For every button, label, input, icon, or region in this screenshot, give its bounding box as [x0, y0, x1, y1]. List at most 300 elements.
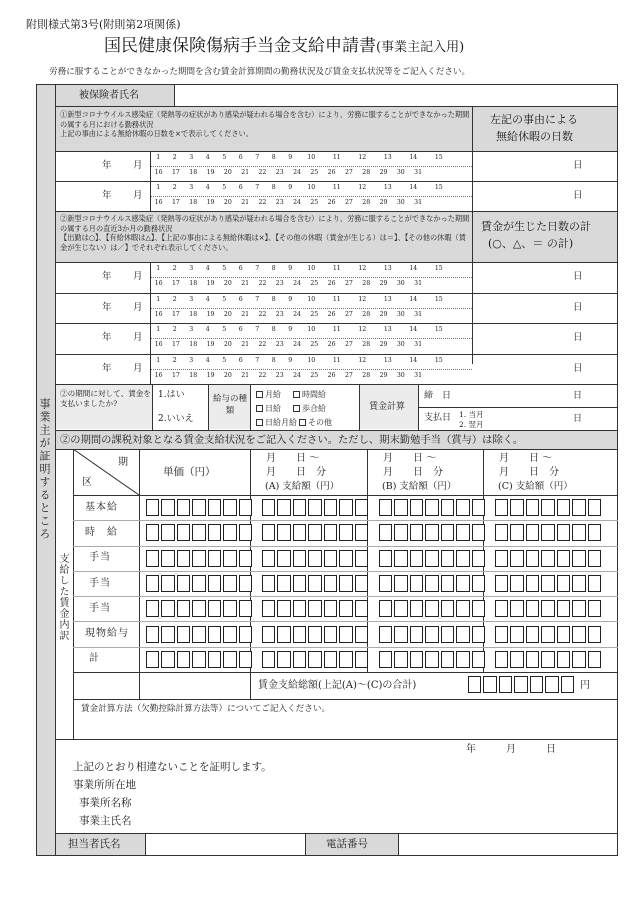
digit-box[interactable] [223, 550, 236, 567]
digit-box[interactable] [324, 626, 337, 643]
day-number[interactable]: 8 [271, 184, 276, 191]
digit-box[interactable] [526, 600, 539, 617]
day-number[interactable]: 14 [409, 154, 418, 161]
digit-box[interactable] [223, 600, 236, 617]
day-number[interactable]: 31 [414, 199, 423, 206]
digit-box[interactable] [161, 550, 174, 567]
day-number[interactable]: 25 [310, 310, 319, 318]
digit-box[interactable] [161, 651, 174, 668]
day-number[interactable]: 26 [327, 199, 336, 206]
digit-box[interactable] [557, 499, 570, 516]
amount-c-boxes[interactable] [495, 651, 603, 668]
unit-price-boxes[interactable] [146, 600, 254, 617]
day-number[interactable]: 1 [156, 295, 161, 303]
digit-box[interactable] [526, 524, 539, 541]
day-number[interactable]: 11 [332, 356, 341, 364]
digit-box[interactable] [572, 499, 585, 516]
day-number[interactable]: 26 [327, 280, 336, 288]
digit-box[interactable] [526, 626, 539, 643]
digit-box[interactable] [293, 550, 306, 567]
digit-box[interactable] [339, 651, 352, 668]
day-number[interactable]: 21 [241, 341, 250, 349]
amount-c-boxes[interactable] [495, 600, 603, 617]
day-number[interactable]: 29 [379, 169, 388, 176]
amount-a-boxes[interactable] [262, 600, 370, 617]
day-number[interactable]: 5 [222, 265, 227, 272]
amount-a-boxes[interactable] [262, 499, 370, 516]
digit-box[interactable] [161, 575, 174, 592]
day-number[interactable]: 23 [275, 341, 284, 349]
digit-box[interactable] [572, 524, 585, 541]
day-number[interactable]: 10 [307, 154, 316, 161]
digit-box[interactable] [277, 499, 290, 516]
day-number[interactable]: 26 [327, 169, 336, 176]
digit-box[interactable] [262, 550, 275, 567]
day-number[interactable]: 7 [255, 154, 260, 161]
digit-box[interactable] [339, 575, 352, 592]
digit-box[interactable] [410, 499, 423, 516]
day-number[interactable]: 25 [310, 371, 319, 379]
day-number[interactable]: 27 [344, 280, 353, 288]
amount-a-boxes[interactable] [262, 575, 370, 592]
day-number[interactable]: 6 [238, 326, 243, 333]
day-number[interactable]: 14 [409, 295, 418, 303]
digit-box[interactable] [526, 575, 539, 592]
amount-a-boxes[interactable] [262, 626, 370, 643]
day-number[interactable]: 10 [307, 184, 316, 191]
digit-box[interactable] [425, 550, 438, 567]
digit-box[interactable] [239, 626, 252, 643]
digit-box[interactable] [441, 550, 454, 567]
digit-box[interactable] [293, 575, 306, 592]
day-number[interactable]: 2 [172, 184, 177, 191]
day-number[interactable]: 16 [154, 310, 163, 318]
day-number[interactable]: 12 [358, 326, 367, 333]
digit-box[interactable] [379, 524, 392, 541]
day-number[interactable]: 17 [172, 199, 180, 206]
amount-c-boxes[interactable] [495, 626, 603, 643]
digit-box[interactable] [223, 575, 236, 592]
digit-box[interactable] [410, 524, 423, 541]
day-number[interactable]: 14 [409, 356, 418, 364]
digit-box[interactable] [410, 550, 423, 567]
digit-box[interactable] [146, 600, 159, 617]
day-number[interactable]: 19 [206, 310, 215, 318]
day-number[interactable]: 2 [172, 265, 177, 272]
digit-box[interactable] [425, 600, 438, 617]
day-number[interactable]: 29 [379, 199, 388, 206]
day-number[interactable]: 29 [379, 280, 388, 288]
day-number[interactable]: 4 [205, 326, 210, 333]
unit-price-boxes[interactable] [146, 550, 254, 567]
digit-box[interactable] [262, 524, 275, 541]
digit-box[interactable] [394, 550, 407, 567]
digit-box[interactable] [293, 524, 306, 541]
digit-box[interactable] [456, 651, 469, 668]
day-number[interactable]: 30 [396, 341, 405, 349]
day-number[interactable]: 27 [344, 199, 353, 206]
digit-box[interactable] [308, 651, 321, 668]
digit-box[interactable] [472, 575, 485, 592]
day-number[interactable]: 30 [396, 199, 405, 206]
day-number[interactable]: 9 [288, 184, 293, 191]
day-number[interactable]: 21 [241, 310, 250, 318]
day-number[interactable]: 1 [156, 154, 161, 161]
digit-box[interactable] [308, 626, 321, 643]
digit-box[interactable] [324, 651, 337, 668]
day-number[interactable]: 7 [255, 356, 260, 364]
day-number[interactable]: 14 [409, 326, 418, 333]
digit-box[interactable] [146, 524, 159, 541]
digit-box[interactable] [456, 550, 469, 567]
day-number[interactable]: 25 [310, 169, 319, 176]
digit-box[interactable] [557, 626, 570, 643]
digit-box[interactable] [192, 651, 205, 668]
day-number[interactable]: 25 [310, 280, 319, 288]
day-number[interactable]: 25 [310, 199, 319, 206]
digit-box[interactable] [308, 600, 321, 617]
unit-price-boxes[interactable] [146, 524, 254, 541]
amount-a-boxes[interactable] [262, 651, 370, 668]
digit-box[interactable] [557, 651, 570, 668]
day-number[interactable]: 7 [255, 184, 260, 191]
day-number[interactable]: 3 [189, 184, 194, 191]
digit-box[interactable] [146, 626, 159, 643]
option-other[interactable]: その他 [299, 418, 332, 427]
day-number[interactable]: 9 [288, 265, 293, 272]
day-number[interactable]: 20 [223, 199, 232, 206]
digit-box[interactable] [425, 499, 438, 516]
digit-box[interactable] [324, 575, 337, 592]
digit-box[interactable] [510, 499, 523, 516]
digit-box[interactable] [308, 575, 321, 592]
day-number[interactable]: 19 [206, 199, 215, 206]
digit-box[interactable] [146, 575, 159, 592]
digit-box[interactable] [541, 550, 554, 567]
digit-box[interactable] [177, 550, 190, 567]
digit-box[interactable] [177, 499, 190, 516]
phone-field[interactable] [399, 834, 617, 855]
day-number[interactable]: 3 [189, 295, 194, 303]
day-number[interactable]: 28 [362, 280, 371, 288]
digit-box[interactable] [192, 575, 205, 592]
digit-box[interactable] [572, 575, 585, 592]
day-number[interactable]: 9 [288, 154, 293, 161]
digit-box[interactable] [588, 651, 601, 668]
digit-box[interactable] [379, 626, 392, 643]
digit-box[interactable] [208, 575, 221, 592]
day-number[interactable]: 28 [362, 199, 371, 206]
day-number[interactable]: 19 [206, 371, 215, 379]
digit-box[interactable] [425, 524, 438, 541]
day-number[interactable]: 15 [434, 265, 443, 272]
day-number[interactable]: 4 [205, 184, 210, 191]
option-daily-monthly[interactable]: 日給月給 [256, 418, 297, 427]
day-number[interactable]: 5 [222, 154, 227, 161]
day-number[interactable]: 16 [154, 199, 163, 206]
day-number[interactable]: 12 [358, 265, 367, 272]
day-number[interactable]: 31 [414, 169, 423, 176]
digit-box[interactable] [495, 499, 508, 516]
digit-box[interactable] [339, 499, 352, 516]
day-number[interactable]: 21 [241, 169, 250, 176]
digit-box[interactable] [495, 524, 508, 541]
day-number[interactable]: 25 [310, 341, 319, 349]
digit-box[interactable] [339, 600, 352, 617]
digit-box[interactable] [277, 651, 290, 668]
day-number[interactable]: 30 [396, 310, 405, 318]
day-number[interactable]: 28 [362, 169, 371, 176]
day-number[interactable]: 23 [275, 199, 284, 206]
option-commission[interactable]: 歩合給 [293, 404, 326, 413]
digit-box[interactable] [262, 626, 275, 643]
days-count-field[interactable] [473, 293, 617, 324]
digit-box[interactable] [456, 499, 469, 516]
digit-box[interactable] [146, 651, 159, 668]
day-number[interactable]: 13 [383, 265, 392, 272]
digit-box[interactable] [277, 600, 290, 617]
digit-box[interactable] [541, 524, 554, 541]
day-number[interactable]: 20 [223, 310, 232, 318]
amount-b-boxes[interactable] [379, 651, 487, 668]
digit-box[interactable] [277, 524, 290, 541]
day-number[interactable]: 31 [414, 341, 423, 349]
digit-box[interactable] [324, 499, 337, 516]
amount-b-boxes[interactable] [379, 575, 487, 592]
digit-box[interactable] [394, 651, 407, 668]
payment-yes[interactable]: 1.はい [158, 390, 185, 400]
day-number[interactable]: 4 [205, 265, 210, 272]
digit-box[interactable] [161, 600, 174, 617]
digit-box[interactable] [324, 600, 337, 617]
digit-box[interactable] [456, 600, 469, 617]
digit-box[interactable] [262, 651, 275, 668]
digit-box[interactable] [339, 524, 352, 541]
day-number[interactable]: 18 [189, 169, 198, 176]
digit-box[interactable] [379, 575, 392, 592]
digit-box[interactable] [308, 550, 321, 567]
digit-box[interactable] [379, 550, 392, 567]
day-number[interactable]: 15 [434, 154, 443, 161]
day-number[interactable]: 8 [271, 326, 276, 333]
digit-box[interactable] [472, 651, 485, 668]
day-number[interactable]: 8 [271, 154, 276, 161]
digit-box[interactable] [192, 626, 205, 643]
day-number[interactable]: 5 [222, 326, 227, 333]
day-number[interactable]: 9 [288, 356, 293, 364]
day-number[interactable]: 6 [238, 184, 243, 191]
digit-box[interactable] [239, 651, 252, 668]
days-count-field[interactable] [473, 323, 617, 354]
day-number[interactable]: 1 [156, 326, 161, 333]
day-number[interactable]: 6 [238, 356, 243, 364]
digit-box[interactable] [557, 575, 570, 592]
day-number[interactable]: 7 [255, 295, 260, 303]
digit-box[interactable] [410, 651, 423, 668]
days-count-field[interactable] [473, 181, 617, 211]
digit-box[interactable] [441, 600, 454, 617]
digit-box[interactable] [262, 575, 275, 592]
digit-box[interactable] [161, 524, 174, 541]
day-number[interactable]: 14 [409, 265, 418, 272]
day-number[interactable]: 16 [154, 280, 163, 288]
digit-box[interactable] [355, 600, 368, 617]
digit-box[interactable] [355, 626, 368, 643]
day-number[interactable]: 23 [275, 371, 284, 379]
day-number[interactable]: 20 [223, 341, 232, 349]
digit-box[interactable] [239, 600, 252, 617]
digit-box[interactable] [355, 550, 368, 567]
days-count-field[interactable] [473, 151, 617, 181]
day-number[interactable]: 3 [189, 265, 194, 272]
digit-box[interactable] [355, 499, 368, 516]
digit-box[interactable] [277, 626, 290, 643]
day-number[interactable]: 22 [258, 371, 267, 379]
day-number[interactable]: 16 [154, 169, 163, 176]
days-count-field[interactable] [473, 262, 617, 293]
day-number[interactable]: 6 [238, 295, 243, 303]
digit-box[interactable] [379, 600, 392, 617]
day-number[interactable]: 2 [172, 295, 177, 303]
digit-box[interactable] [572, 600, 585, 617]
day-number[interactable]: 14 [409, 184, 418, 191]
day-number[interactable]: 2 [172, 154, 177, 161]
digit-box[interactable] [223, 626, 236, 643]
digit-box[interactable] [293, 626, 306, 643]
day-number[interactable]: 15 [434, 356, 443, 364]
amount-b-boxes[interactable] [379, 524, 487, 541]
day-number[interactable]: 3 [189, 326, 194, 333]
digit-box[interactable] [208, 626, 221, 643]
digit-box[interactable] [208, 524, 221, 541]
digit-box[interactable] [324, 524, 337, 541]
digit-box[interactable] [223, 651, 236, 668]
digit-box[interactable] [410, 600, 423, 617]
day-number[interactable]: 31 [414, 280, 423, 288]
day-number[interactable]: 17 [172, 280, 180, 288]
digit-box[interactable] [177, 575, 190, 592]
day-number[interactable]: 12 [358, 295, 367, 303]
day-number[interactable]: 17 [172, 310, 180, 318]
digit-box[interactable] [394, 626, 407, 643]
digit-box[interactable] [379, 651, 392, 668]
digit-box[interactable] [208, 651, 221, 668]
option-daily[interactable]: 日給 [256, 404, 281, 413]
day-number[interactable]: 2 [172, 326, 177, 333]
day-number[interactable]: 28 [362, 341, 371, 349]
day-number[interactable]: 1 [156, 356, 161, 364]
day-number[interactable]: 13 [383, 184, 392, 191]
digit-box[interactable] [355, 651, 368, 668]
day-number[interactable]: 10 [307, 295, 316, 303]
digit-box[interactable] [177, 600, 190, 617]
digit-box[interactable] [355, 524, 368, 541]
digit-box[interactable] [472, 524, 485, 541]
digit-box[interactable] [239, 550, 252, 567]
digit-box[interactable] [510, 575, 523, 592]
day-number[interactable]: 31 [414, 310, 423, 318]
digit-box[interactable] [441, 575, 454, 592]
digit-box[interactable] [541, 575, 554, 592]
amount-b-boxes[interactable] [379, 600, 487, 617]
day-number[interactable]: 17 [172, 371, 180, 379]
digit-box[interactable] [557, 550, 570, 567]
amount-b-boxes[interactable] [379, 626, 487, 643]
unit-price-boxes[interactable] [146, 575, 254, 592]
digit-box[interactable] [472, 626, 485, 643]
digit-box[interactable] [239, 575, 252, 592]
day-number[interactable]: 23 [275, 310, 284, 318]
digit-box[interactable] [394, 575, 407, 592]
digit-box[interactable] [394, 600, 407, 617]
day-number[interactable]: 10 [307, 356, 316, 364]
amount-b-boxes[interactable] [379, 550, 487, 567]
amount-c-boxes[interactable] [495, 575, 603, 592]
day-number[interactable]: 27 [344, 310, 353, 318]
day-number[interactable]: 26 [327, 310, 336, 318]
day-number[interactable]: 12 [358, 154, 367, 161]
amount-a-boxes[interactable] [262, 524, 370, 541]
day-number[interactable]: 3 [189, 356, 194, 364]
day-number[interactable]: 11 [332, 295, 341, 303]
day-number[interactable]: 11 [332, 184, 341, 191]
day-number[interactable]: 21 [241, 280, 250, 288]
digit-box[interactable] [588, 600, 601, 617]
digit-box[interactable] [541, 499, 554, 516]
total-amount-boxes[interactable] [468, 676, 576, 693]
day-number[interactable]: 24 [293, 310, 301, 318]
day-number[interactable]: 30 [396, 371, 405, 379]
day-number[interactable]: 7 [255, 265, 260, 272]
day-number[interactable]: 16 [154, 341, 163, 349]
day-number[interactable]: 29 [379, 371, 388, 379]
day-number[interactable]: 31 [414, 371, 423, 379]
day-number[interactable]: 21 [241, 199, 250, 206]
digit-box[interactable] [277, 575, 290, 592]
digit-box[interactable] [308, 499, 321, 516]
contact-name-field[interactable] [146, 834, 305, 855]
digit-box[interactable] [541, 626, 554, 643]
day-number[interactable]: 11 [332, 154, 341, 161]
digit-box[interactable] [394, 524, 407, 541]
amount-c-boxes[interactable] [495, 550, 603, 567]
digit-box[interactable] [456, 626, 469, 643]
day-number[interactable]: 29 [379, 310, 388, 318]
digit-box[interactable] [441, 499, 454, 516]
digit-box[interactable] [223, 499, 236, 516]
day-number[interactable]: 22 [258, 310, 267, 318]
day-number[interactable]: 19 [206, 169, 215, 176]
payment-no[interactable]: 2.いいえ [158, 414, 194, 424]
digit-box[interactable] [355, 575, 368, 592]
day-number[interactable]: 17 [172, 169, 180, 176]
digit-box[interactable] [510, 600, 523, 617]
digit-box[interactable] [425, 575, 438, 592]
day-number[interactable]: 18 [189, 280, 198, 288]
digit-box[interactable] [495, 651, 508, 668]
digit-box[interactable] [146, 499, 159, 516]
digit-box[interactable] [379, 499, 392, 516]
day-number[interactable]: 24 [293, 199, 301, 206]
day-number[interactable]: 18 [189, 310, 198, 318]
day-number[interactable]: 4 [205, 154, 210, 161]
day-number[interactable]: 4 [205, 356, 210, 364]
digit-box[interactable] [410, 575, 423, 592]
day-number[interactable]: 22 [258, 199, 267, 206]
digit-box[interactable] [441, 524, 454, 541]
day-number[interactable]: 11 [332, 265, 341, 272]
digit-box[interactable] [208, 600, 221, 617]
